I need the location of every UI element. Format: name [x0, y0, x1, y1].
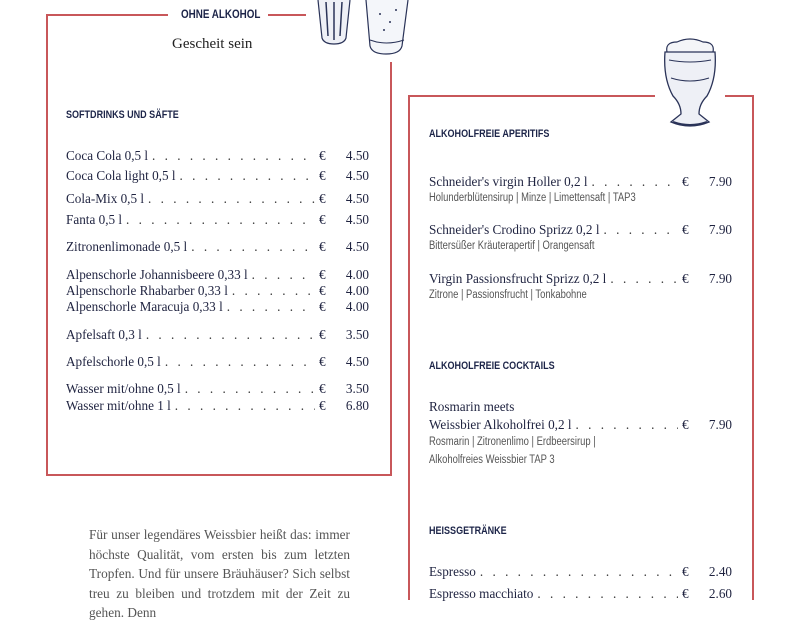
- item-name: Alpenschorle Johannisbeere 0,33 l: [66, 267, 248, 282]
- menu-item: [66, 168, 369, 184]
- menu-item: [66, 191, 369, 207]
- item-name: Schneider's Crodino Sprizz 0,2 l: [429, 222, 600, 237]
- section-heading: HEISSGETRÄNKE: [429, 525, 507, 537]
- dot-leader: [191, 239, 315, 255]
- item-price: 4.50: [345, 191, 369, 206]
- currency: €: [682, 174, 689, 189]
- frame-line: [408, 95, 410, 600]
- currency: €: [319, 168, 326, 183]
- item-name: Espresso: [429, 564, 476, 579]
- menu-item: [429, 174, 732, 190]
- category-title: OHNE ALKOHOL: [181, 7, 261, 21]
- currency: €: [682, 586, 689, 601]
- menu-item: [66, 327, 369, 343]
- item-description: Holunderblütensirup | Minze | Limettensaft | TAP3: [429, 192, 636, 204]
- menu-item: Weissbier Alkoholfrei 0,2 l . . . € 7.90: [429, 417, 732, 433]
- frame-line: [752, 95, 754, 600]
- currency: €: [319, 283, 326, 298]
- item-name: Schneider's virgin Holler 0,2 l: [429, 174, 588, 189]
- item-name: Apfelschorle 0,5 l: [66, 354, 161, 369]
- item-description: Rosmarin | Zitronenlimo | Erdbeersirup |: [429, 436, 596, 448]
- menu-item: [66, 239, 369, 255]
- currency: €: [319, 191, 326, 206]
- currency: €: [682, 271, 689, 286]
- currency: €: [319, 267, 326, 282]
- menu-item: [66, 354, 369, 370]
- dot-leader: [146, 327, 315, 343]
- item-price: 7.90: [708, 271, 732, 286]
- menu-item: [66, 299, 369, 315]
- item-price: 4.50: [345, 168, 369, 183]
- item-price: 4.00: [345, 283, 369, 298]
- item-price: 7.90: [708, 174, 732, 189]
- currency: €: [682, 222, 689, 237]
- item-price: 3.50: [345, 327, 369, 342]
- menu-item: [429, 564, 732, 580]
- dot-leader: [175, 398, 315, 414]
- item-name: Wasser mit/ohne 0,5 l: [66, 381, 181, 396]
- frame-line: [46, 474, 392, 476]
- glasses-illustration: [312, 0, 412, 58]
- item-price: 7.90: [708, 222, 732, 237]
- intro-paragraph: Für unser legendäres Weissbier heißt das: immer höchste Qualität, vom ersten bis zum letzten Tropfen. Und für unsere Bräuhäuser? Sich selbst treu zu bleiben und trotzdem mit der Zeit zu gehen. Denn: [89, 527, 350, 620]
- frame-line: [390, 62, 392, 475]
- item-name: Zitronenlimonade 0,5 l: [66, 239, 188, 254]
- section-heading: ALKOHOLFREIE COCKTAILS: [429, 360, 555, 372]
- item-description: Bittersüßer Kräuterapertif | Orangensaft: [429, 240, 595, 252]
- menu-item: [66, 212, 369, 228]
- currency: €: [319, 381, 326, 396]
- menu-item: [66, 267, 369, 283]
- item-price: 4.00: [345, 299, 369, 314]
- item-price: 6.80: [345, 398, 369, 413]
- dot-leader: [592, 174, 678, 190]
- item-description: Alkoholfreies Weissbier TAP 3: [429, 454, 555, 466]
- item-name: Wasser mit/ohne 1 l: [66, 398, 171, 413]
- menu-item: [429, 222, 732, 238]
- frame-line: [46, 14, 48, 475]
- dot-leader: [480, 564, 678, 580]
- dot-leader: [604, 222, 679, 238]
- menu-item: [429, 271, 732, 287]
- item-price: 3.50: [345, 381, 369, 396]
- dot-leader: [148, 191, 315, 207]
- currency: €: [319, 354, 326, 369]
- item-name: Virgin Passionsfrucht Sprizz 0,2 l: [429, 271, 607, 286]
- currency: €: [319, 398, 326, 413]
- section-heading: ALKOHOLFREIE APERITIFS: [429, 128, 550, 140]
- item-price: 4.50: [345, 239, 369, 254]
- item-name: Apfelsaft 0,3 l: [66, 327, 142, 342]
- currency: €: [319, 299, 326, 314]
- item-price: 4.50: [345, 354, 369, 369]
- dot-leader: [610, 271, 678, 287]
- menu-item: [66, 283, 369, 299]
- item-name: Alpenschorle Rhabarber 0,33 l: [66, 283, 228, 298]
- menu-item: [66, 148, 369, 164]
- subtitle: Gescheit sein: [172, 36, 253, 52]
- currency: €: [319, 239, 326, 254]
- beer-glass-illustration: [655, 38, 725, 134]
- menu-item: [66, 381, 369, 397]
- item-name: Coca Cola light 0,5 l: [66, 168, 176, 183]
- item-description: Zitrone | Passionsfrucht | Tonkabohne: [429, 289, 587, 301]
- frame-line: [46, 14, 168, 16]
- frame-line: [268, 14, 306, 16]
- item-price: 4.50: [345, 212, 369, 227]
- dot-leader: [185, 381, 315, 397]
- item-name: Fanta 0,5 l: [66, 212, 123, 227]
- item-price: 4.50: [345, 148, 369, 163]
- dot-leader: [126, 212, 315, 228]
- dot-leader: [165, 354, 315, 370]
- currency: €: [319, 327, 326, 342]
- item-price: 4.00: [345, 267, 369, 282]
- currency: €: [682, 564, 689, 579]
- dot-leader: [180, 168, 315, 184]
- item-name: Espresso macchiato: [429, 586, 534, 601]
- item-name: Cola-Mix 0,5 l: [66, 191, 145, 206]
- dot-leader: [232, 283, 315, 299]
- currency: €: [319, 212, 326, 227]
- item-name: Coca Cola 0,5 l: [66, 148, 149, 163]
- dot-leader: [152, 148, 315, 164]
- menu-item-name-line: Rosmarin meets: [429, 399, 515, 414]
- item-price: 2.60: [708, 586, 732, 601]
- item-price: 2.40: [708, 564, 732, 579]
- menu-item: [66, 398, 369, 414]
- section-heading: SOFTDRINKS UND SÄFTE: [66, 109, 179, 121]
- item-name: Alpenschorle Maracuja 0,33 l: [66, 299, 223, 314]
- currency: €: [319, 148, 326, 163]
- dot-leader: [252, 267, 315, 283]
- dot-leader: [227, 299, 315, 315]
